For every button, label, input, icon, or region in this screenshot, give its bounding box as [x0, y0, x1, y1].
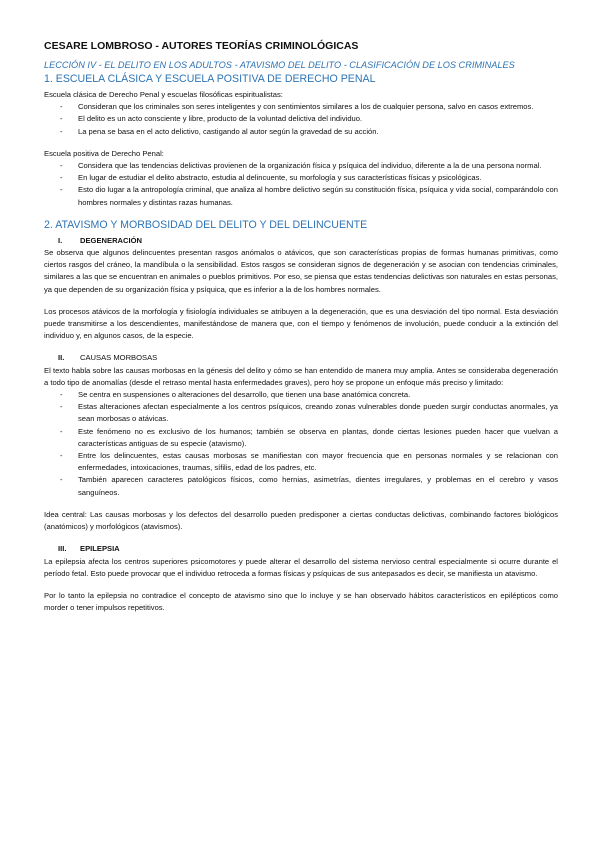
- causas-morbosas-idea-central: Idea central: Las causas morbosas y los defectos del desarrollo pueden predisponer a ciertas conductas delictivas, combinando factores biológicos (anatómicos) y morfológicos (atavismos).: [44, 509, 558, 532]
- list-item: - Considera que las tendencias delictivas provienen de la organización física y psíquica del individuo, diferente a la de una persona normal.: [78, 160, 558, 172]
- subsection-epilepsia-heading: III. EPILEPSIA: [58, 544, 120, 554]
- causas-morbosas-paragraph-1: El texto habla sobre las causas morbosas en la génesis del delito y cómo se han entendido de manera muy amplia. Antes se consideraba degeneración a todo tipo de anomalías (desde el retraso mental hasta enfermedades graves), pero hoy se propone un enfoque más preciso y limitado:: [44, 365, 558, 387]
- document-title: CESARE LOMBROSO - AUTORES TEORÍAS CRIMINOLÓGICAS: [44, 40, 359, 52]
- epilepsia-paragraph-2: Por lo tanto la epilepsia no contradice el concepto de atavismo sino que lo incluye y se han observado hábitos característicos en epilépticos como morder o tener impulsos repetitivos.: [44, 590, 558, 613]
- degeneracion-paragraph-1: Se observa que algunos delincuentes presentan rasgos anómalos o atávicos, que son características propias de formas humanas primitivas, como ciertos rasgos del cráneo, la mandíbula o la sensibilidad. Estos rasgos se consideran signos de degeneración y se asocian con tendencias criminales, similares a las que se encuentran en animales o pueblos primitivos. Por eso, se piensa que estas tendencias delictivas son naturales en estas personas, ya que dependen de su organización física y psíquica, que es inferior a la de los hombres normales.: [44, 248, 558, 294]
- list-item: - También aparecen caracteres patológicos físicos, como hernias, asimetrías, dientes irregulares, y problemas en el cerebro y vasos sanguíneos.: [78, 474, 558, 498]
- section1-heading: 1. ESCUELA CLÁSICA Y ESCUELA POSITIVA DE DERECHO PENAL: [44, 73, 376, 85]
- lesson-subtitle: LECCIÓN IV - EL DELITO EN LOS ADULTOS - ATAVISMO DEL DELITO - CLASIFICACIÓN DE LOS CRIMINALES: [44, 60, 515, 70]
- list-item: - En lugar de estudiar el delito abstracto, estudia al delincuente, su morfología y sus características físicas y psicológicas.: [78, 172, 558, 184]
- list-item: - Este fenómeno no es exclusivo de los humanos; también se observa en plantas, donde ciertas lesiones pueden hacer que vuelvan a características antiguas de su especie (atavismo).: [78, 426, 558, 450]
- list-item: - La pena se basa en el acto delictivo, castigando al autor según la gravedad de su acción.: [78, 126, 558, 138]
- subsection-degeneracion-heading: I. DEGENERACIÓN: [58, 235, 143, 245]
- section2-heading: 2. ATAVISMO Y MORBOSIDAD DEL DELITO Y DEL DELINCUENTE: [44, 218, 368, 231]
- degeneracion-paragraph-2: Los procesos atávicos de la morfología y fisiología individuales se atribuyen a la degeneración, que es una desviación del tipo normal. Esta desviación puede transmitirse a los descendientes, manifestándose de manera que, con el tiempo y fenómenos de involución, puede conducir a la extinción del individuo y, en algunos casos, de la especie.: [44, 306, 558, 341]
- list-item: - Esto dio lugar a la antropología criminal, que analiza al hombre delictivo según su constitución física, psíquica y vida social, comparándolo con hombres normales y distintas razas humanas.: [78, 184, 558, 208]
- epilepsia-paragraph-1: La epilepsia afecta los centros superiores psicomotores y puede alterar el desarrollo del sistema nervioso central especialmente si ocurre durante el período fetal. Esto puede provocar que el individuo retroceda a formas físicas y psíquicas de sus antepasados es decir, se manifiesta un atavismo.: [44, 556, 558, 578]
- classic-school-list: [44, 101, 558, 138]
- list-item: - Entre los delincuentes, estas causas morbosas se manifiestan con mayor frecuencia que en personas normales y se relacionan con enfermedades, intoxicaciones, traumas, sífilis, edad de los padres, etc.: [78, 450, 558, 474]
- list-item: - Se centra en suspensiones o alteraciones del desarrollo, que tienen una base anatómica concreta.: [78, 389, 558, 401]
- list-item: - Estas alteraciones afectan especialmente a los centros psíquicos, creando zonas vulnerables donde pueden surgir conductas anormales, ya sean morbosas o atávicas.: [78, 401, 558, 425]
- subsection-causas-morbosas-heading: II. CAUSAS MORBOSAS: [58, 353, 158, 363]
- classic-school-lead: Escuela clásica de Derecho Penal y escuelas filosóficas espiritualistas:: [44, 90, 283, 99]
- document-page: [44, 40, 558, 614]
- list-item: - El delito es un acto consciente y libre, producto de la voluntad delictiva del individuo.: [78, 113, 558, 125]
- positive-school-list: [44, 160, 558, 209]
- positive-school-lead: Escuela positiva de Derecho Penal:: [44, 148, 164, 158]
- list-item: - Consideran que los criminales son seres inteligentes y con sentimientos similares a los de cualquier persona, salvo en casos extremos.: [78, 101, 558, 113]
- causas-morbosas-list: [44, 389, 558, 499]
